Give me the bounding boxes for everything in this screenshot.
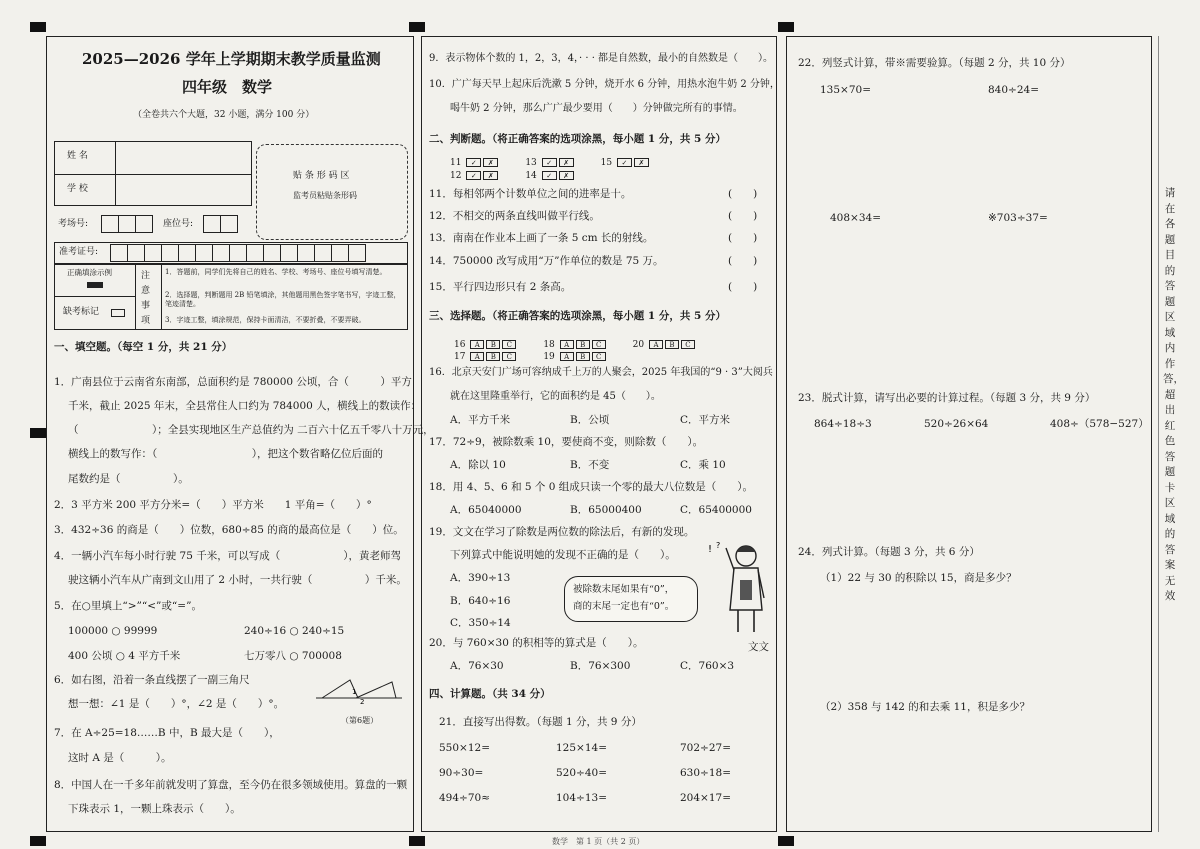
q21-item-1: 550×12= <box>439 742 490 754</box>
registration-mark-bottom-mid <box>409 836 425 846</box>
q1-line-d: 横线上的数写作：（ ），把这个数省略亿位后面的 <box>68 448 383 460</box>
q8-line-a: 8．中国人在一千多年前就发明了算盘，至今仍在很多领域使用。算盘的一颗 <box>54 779 408 791</box>
q1-line-c: （ ）；全县实现地区生产总值约为 二百六十亿五千零八十万元， <box>68 424 434 436</box>
page-number: 数学 第 1 页（共 2 页） <box>552 837 645 846</box>
q18-option-b: B．65000400 <box>570 504 642 516</box>
barcode-area <box>256 144 408 240</box>
q22-item-3: 408×34= <box>830 212 881 224</box>
q19-option-c: C．350÷14 <box>450 617 511 629</box>
q17: 17．72÷9，被除数乘 10，要使商不变，则除数（ ）。 <box>429 436 704 448</box>
exam-subtitle: 四年级 数学 <box>182 78 273 96</box>
q16-line-b: 就在这里隆重举行，它的面积约是 45（ ）。 <box>450 391 661 402</box>
ticket-number-boxes[interactable] <box>111 244 366 265</box>
student-info-table <box>54 141 252 206</box>
svg-text:1: 1 <box>352 688 357 696</box>
q11-bracket: ( ) <box>728 188 758 200</box>
section1-heading: 一、填空题。（每空 1 分，共 21 分） <box>54 341 233 353</box>
q21-item-7: 494÷70≈ <box>439 792 490 804</box>
q21-item-9: 204×17= <box>680 792 731 804</box>
ticket-row <box>54 242 408 264</box>
q7-line-b: 这时 A 是（ ）。 <box>68 752 172 764</box>
q16-line-a: 16．北京天安门广场可容纳成千上万的人聚会，2025 年我国的“9 · 3”大阅兵 <box>429 367 773 378</box>
side-warning-note: 请在各题目的答题区域内作答，超出红色答题卡区域的答案无效 <box>1163 187 1184 602</box>
q21-item-4: 90÷30= <box>439 767 484 779</box>
q1-line-b: 千米，截止 2025 年末，全县常住人口约为 784000 人，横线上的数读作： <box>68 400 422 412</box>
q3: 3．432÷36 的商是（ ）位数，680÷85 的商的最高位是（ ）位。 <box>54 524 404 536</box>
choice-answer-grid[interactable]: 16 A B C 18 A B C 20 A B C 17 A B C 19 A B C <box>454 339 695 363</box>
wenwen-label: 文文 <box>748 641 769 653</box>
notice-1: 1．答题前，同学们先将自己的姓名、学校、考场号、座位号填写清楚。 <box>165 268 387 276</box>
q5: 5．在○里填上“>”“<”或“=”。 <box>54 600 202 612</box>
side-border-line <box>1158 36 1159 832</box>
q22-item-4: ※703÷37= <box>988 212 1048 224</box>
q13-bracket: ( ) <box>728 232 758 244</box>
q21: 21．直接写出得数。（每题 1 分，共 9 分） <box>439 716 642 728</box>
q6-figure-caption: （第6题） <box>341 716 379 725</box>
section3-heading: 三、选择题。（将正确答案的选项涂黑，每小题 1 分，共 5 分） <box>429 310 726 322</box>
q5-compare-3: 400 公顷 ○ 4 平方千米 <box>68 650 181 662</box>
registration-mark-bottom-right <box>778 836 794 846</box>
filled-example <box>87 282 103 288</box>
q6-line-b: 想一想：∠1 是（ ）°，∠2 是（ ）°。 <box>68 698 285 710</box>
q12: 12．不相交的两条直线叫做平行线。 <box>429 210 600 222</box>
absent-mark-box[interactable] <box>111 309 125 317</box>
q16-option-b: B．公顷 <box>570 414 610 426</box>
q15: 15．平行四边形只有 2 条高。 <box>429 281 572 293</box>
exam-note: （全卷共六个大题，32 小题，满分 100 分） <box>133 110 315 120</box>
q21-item-3: 702÷27= <box>680 742 731 754</box>
registration-mark-top-mid <box>409 22 425 32</box>
q17-option-a: A．除以 10 <box>450 459 506 471</box>
absent-label: 缺考标记 <box>63 307 100 317</box>
q21-item-2: 125×14= <box>556 742 607 754</box>
q19-line-a: 19．文文在学习了除数是两位数的除法后，有新的发现。 <box>429 526 695 538</box>
section4-heading: 四、计算题。（共 34 分） <box>429 688 551 700</box>
q5-compare-4: 七万零八 ○ 700008 <box>244 650 342 662</box>
registration-mark-left <box>30 428 46 438</box>
name-label: 姓 名 <box>67 151 88 161</box>
q14-bracket: ( ) <box>728 255 758 267</box>
q18: 18．用 4、5、6 和 5 个 0 组成只读一个零的最大八位数是（ ）。 <box>429 481 754 493</box>
q21-item-5: 520÷40= <box>556 767 607 779</box>
q22-item-2: 840÷24= <box>988 84 1039 96</box>
room-label: 考场号: <box>58 219 89 229</box>
q20: 20．与 760×30 的积相等的算式是（ ）。 <box>429 637 644 649</box>
q19-line-b: 下列算式中能说明她的发现不正确的是（ ）。 <box>450 549 676 561</box>
q13: 13．南南在作业本上画了一条 5 cm 长的射线。 <box>429 232 654 244</box>
exam-title: 2025—2026 学年上学期期末教学质量监测 <box>82 50 381 68</box>
q23-item-3: 408÷（578−527） <box>1050 418 1149 430</box>
q9: 9．表示物体个数的 1，2，3，4，· · · 都是自然数，最小的自然数是（ ）。 <box>429 53 774 64</box>
section2-heading: 二、判断题。（将正确答案的选项涂黑，每小题 1 分，共 5 分） <box>429 133 726 145</box>
set-square-figure <box>314 674 404 704</box>
q23: 23．脱式计算，请写出必要的计算过程。（每题 3 分，共 9 分） <box>798 392 1096 404</box>
q24-part-1: （1）22 与 30 的积除以 15，商是多少？ <box>820 572 1017 584</box>
q1-line-e: 尾数约是（ ）。 <box>68 473 189 485</box>
seat-label: 座位号: <box>163 219 194 229</box>
q11: 11．每相邻两个计数单位之间的进率是十。 <box>429 188 632 200</box>
q18-option-a: A．65040000 <box>450 504 522 516</box>
room-number-boxes[interactable] <box>102 215 153 236</box>
q21-item-6: 630÷18= <box>680 767 731 779</box>
q4-line-b: 驶这辆小汽车从广南到文山用了 2 小时，一共行驶（ ）千米。 <box>68 574 407 586</box>
speech-bubble <box>564 576 698 622</box>
q4-line-a: 4．一辆小汽车每小时行驶 75 千米，可以写成（ ），黄老师驾 <box>54 550 401 562</box>
q22: 22．列竖式计算，带※需要验算。（每题 2 分，共 10 分） <box>798 57 1071 69</box>
example-label: 正确填涂示例 <box>67 268 112 277</box>
q19-option-a: A．390÷13 <box>450 572 511 584</box>
barcode-title: 贴 条 形 码 区 <box>293 171 350 181</box>
wenwen-figure <box>704 540 776 636</box>
name-field[interactable] <box>117 144 247 172</box>
notice-label: 注 意 事 项 <box>141 271 151 326</box>
registration-mark-top-left <box>30 22 46 32</box>
q20-option-a: A．76×30 <box>450 660 504 672</box>
q5-compare-1: 100000 ○ 99999 <box>68 625 158 637</box>
q15-bracket: ( ) <box>728 281 758 293</box>
q17-option-b: B．不变 <box>570 459 610 471</box>
q10-line-b: 喝牛奶 2 分钟，那么广广最少要用（ ）分钟做完所有的事情。 <box>450 103 743 114</box>
q21-item-8: 104÷13= <box>556 792 607 804</box>
q7-line-a: 7．在 A÷25=18……B 中，B 最大是（ ）， <box>54 727 280 739</box>
registration-mark-top-right <box>778 22 794 32</box>
q24-part-2: （2）358 与 142 的和去乘 11，积是多少？ <box>820 701 1030 713</box>
q24: 24．列式计算。（每题 3 分，共 6 分） <box>798 546 980 558</box>
ticket-label: 准考证号: <box>59 247 99 257</box>
q10-line-a: 10．广广每天早上起床后洗漱 5 分钟，烧开水 6 分钟，用热水泡牛奶 2 分钟， <box>429 79 780 90</box>
tf-answer-grid[interactable]: 11 ✓ ✗ 13 ✓ ✗ 15 ✓ ✗ 12 ✓ ✗ 14 ✓ ✗ <box>450 157 649 183</box>
q8-line-b: 下珠表示 1，一颗上珠表示（ ）。 <box>68 803 241 815</box>
school-label: 学 校 <box>67 184 88 194</box>
q19-option-b: B．640÷16 <box>450 595 511 607</box>
barcode-sub: 监考员粘贴条形码 <box>293 191 357 200</box>
seat-number-boxes[interactable] <box>204 215 238 236</box>
notice-3: 3．字迹工整，填涂规范，保持卡面清洁，不要折叠，不要弄破。 <box>165 316 366 324</box>
q16-option-a: A．平方千米 <box>450 414 511 426</box>
q22-item-1: 135×70= <box>820 84 871 96</box>
bubble-line-1: 被除数末尾如果有“0”， <box>573 584 675 595</box>
q20-option-c: C．760×3 <box>680 660 735 672</box>
q17-option-c: C．乘 10 <box>680 459 726 471</box>
svg-text:!: ! <box>708 544 713 555</box>
registration-mark-bottom-left <box>30 836 46 846</box>
q16-option-c: C．平方米 <box>680 414 731 426</box>
notice-2: 2．选择题，判断题用 2B 铅笔填涂，其他题用黑色签字笔书写，字迹工整，笔迹清楚。 <box>165 291 401 309</box>
q6-line-a: 6．如右图，沿着一条直线摆了一副三角尺 <box>54 674 250 686</box>
bubble-line-2: 商的末尾一定也有“0”。 <box>573 601 675 612</box>
school-field[interactable] <box>117 176 247 204</box>
q5-compare-2: 240÷16 ○ 240÷15 <box>244 625 345 637</box>
q12-bracket: ( ) <box>728 210 758 222</box>
notice-table <box>54 264 408 330</box>
q23-item-1: 864÷18÷3 <box>814 418 872 430</box>
q14: 14．750000 改写成用“万”作单位的数是 75 万。 <box>429 255 664 267</box>
q1-line-a: 1．广南县位于云南省东南部，总面积约是 780000 公顷，合（ ）平方 <box>54 376 412 388</box>
svg-text:2: 2 <box>360 698 365 704</box>
svg-text:?: ? <box>716 541 721 550</box>
q23-item-2: 520÷26×64 <box>924 418 989 430</box>
q20-option-b: B．76×300 <box>570 660 631 672</box>
answer-column-middle <box>421 36 777 832</box>
q18-option-c: C．65400000 <box>680 504 752 516</box>
q2: 2．3 平方米 200 平方分米=（ ）平方米 1 平角=（ ）° <box>54 499 372 511</box>
